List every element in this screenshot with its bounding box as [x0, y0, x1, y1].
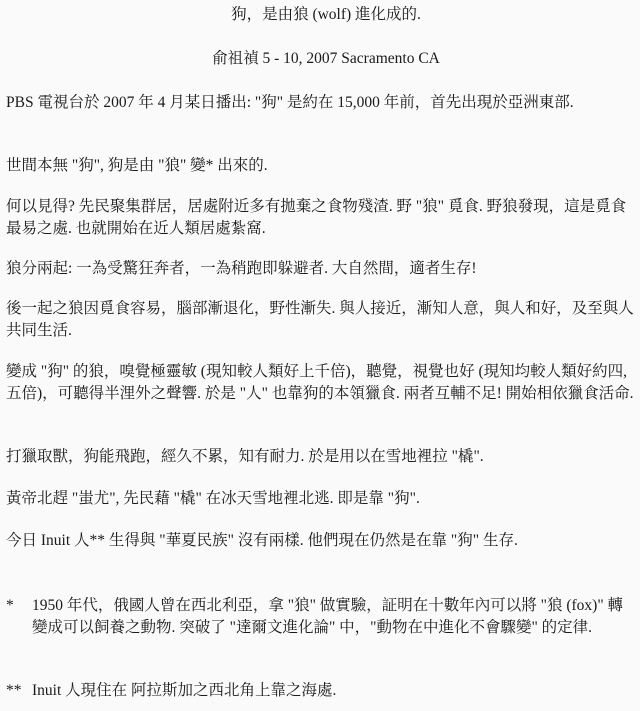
- paragraph-huangdi: 黃帝北趕 "蚩尤", 先民藉 "橇" 在冰天雪地裡北逃. 即是靠 "狗".: [6, 490, 420, 507]
- footnote-2: [6, 680, 636, 702]
- paragraph-senses: 變成 "狗" 的狼，嗅覺極靈敏 (現知較人類好上千倍)，聽覺，視覺也好 (現知均較人類好約四,五倍)，可聽得半浬外之聲響. 於是 "人" 也靠狗的本領獵食. 兩者互輔不足! 開始相依獵食活命.: [6, 363, 634, 402]
- author-byline: 俞祖禎 5 - 10, 2007 Sacramento CA: [212, 50, 440, 67]
- footnote-mark: **: [6, 682, 22, 699]
- paragraph-sled: 打獵取獸，狗能飛跑，經久不累，知有耐力. 於是用以在雪地裡拉 "橇".: [6, 448, 484, 465]
- paragraph-domestication: 後一起之狼因覓食容易，腦部漸退化，野性漸失. 與人接近，漸知人意，與人和好，及至與人共同生活.: [6, 300, 634, 339]
- paragraph-two-types: 狼分兩起: 一為受驚狂奔者，一為稍跑即躲避者. 大自然間，適者生存!: [6, 260, 477, 277]
- footnote-mark: *: [6, 597, 14, 614]
- document-title: 狗，是由狼 (wolf) 進化成的.: [231, 6, 421, 23]
- paragraph-pbs: PBS 電視台於 2007 年 4 月某日播出: "狗" 是約在 15,000 年前，首先出現於亞洲東部.: [6, 94, 574, 111]
- footnote-text: Inuit 人現住在 阿拉斯加之西北角上靠之海處.: [32, 682, 337, 699]
- paragraph-inuit: 今日 Inuit 人** 生得與 "華夏民族" 沒有兩樣. 他們現在仍然是在靠 "狗" 生存.: [6, 532, 518, 549]
- paragraph-evidence: 何以見得? 先民聚集群居，居處附近多有拋棄之食物殘渣. 野 "狼" 覓食. 野狼發現，這是覓食最易之處. 也就開始在近人類居處紮窩.: [6, 198, 627, 237]
- footnote-text: 1950 年代，俄國人曾在西北利亞，拿 "狼" 做實驗，証明在十數年內可以將 "狼 (fox)" 轉變成可以飼養之動物. 突破了 "達爾文進化論" 中，"動物在中進化不會驟變" 的定律.: [32, 597, 624, 636]
- footnote-1: [6, 595, 636, 639]
- paragraph-origin: 世間本無 "狗", 狗是由 "狼" 變* 出來的.: [6, 157, 268, 174]
